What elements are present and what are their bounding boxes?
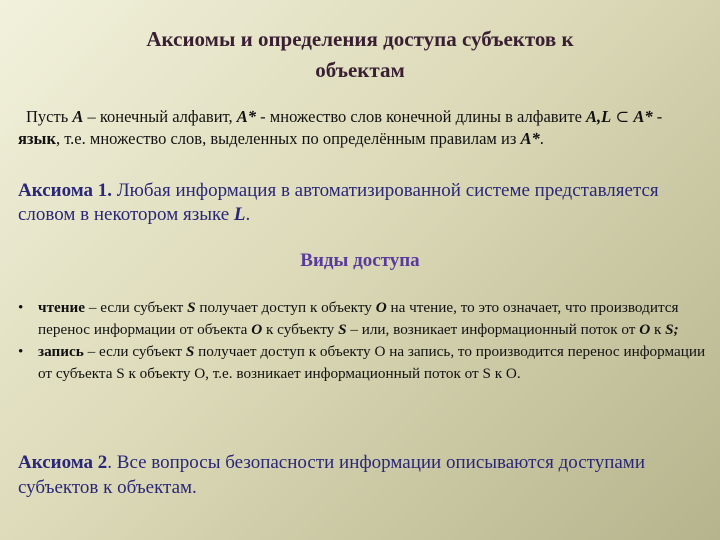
intro-text: .: [539, 129, 544, 148]
access-types-list: [18, 297, 708, 385]
intro-text: Пусть: [26, 107, 73, 126]
axiom-2: [18, 450, 708, 500]
subject-symbol: S: [338, 321, 347, 338]
axiom-1-label: Аксиома 1.: [18, 180, 113, 201]
axiom-1: [18, 179, 708, 227]
subset-sign: ⊂: [611, 107, 634, 126]
alphabet-symbol: A: [72, 107, 84, 126]
item-text: к субъекту: [262, 321, 339, 338]
subject-symbol: S: [185, 343, 195, 360]
item-text: – если субъект: [85, 299, 188, 316]
subject-symbol: S;: [665, 321, 679, 338]
words-set-symbol: A*: [633, 107, 653, 126]
item-text: к: [650, 321, 666, 338]
list-item-write: [18, 341, 708, 385]
axiom-1-end: .: [245, 204, 251, 225]
object-symbol: O: [375, 299, 387, 316]
title-line-2: объектам: [315, 58, 405, 82]
list-item-read: [18, 297, 708, 341]
axiom-2-label: Аксиома 2: [18, 452, 108, 473]
axiom-2-text: . Все вопросы безопасности информации описываются доступами субъектов к объектам.: [18, 452, 645, 498]
item-text: – если субъект: [83, 343, 186, 360]
words-set-symbol: A*: [236, 107, 257, 126]
intro-text: -: [652, 107, 663, 126]
axiom-1-text: Любая информация в автоматизированной системе представляется словом в некотором языке: [18, 180, 659, 225]
write-term: запись: [38, 343, 84, 360]
item-text: получает доступ к объекту O на запись, то производится перенос информации от субъекта S к объекту O, т.е. возникает информационный поток от S к O.: [38, 343, 706, 382]
section-title: Виды доступа: [300, 250, 420, 271]
item-text: на чтение, то это означает, что производится перенос информации от объекта: [38, 299, 679, 338]
read-term: чтение: [38, 299, 86, 316]
language-symbol: A,L: [586, 107, 612, 126]
words-set-symbol: A*: [520, 129, 540, 148]
intro-text: - множество слов конечной длины в алфавите: [256, 107, 587, 126]
item-text: – или, возникает информационный поток от: [346, 321, 640, 338]
subject-symbol: S: [187, 299, 196, 316]
bullet: •: [18, 299, 24, 316]
language-symbol: L: [233, 204, 246, 225]
object-symbol: O: [639, 321, 651, 338]
intro-text: , т.е. множество слов, выделенных по определённым правилам из: [55, 129, 521, 148]
intro-paragraph: [18, 106, 708, 150]
intro-text: – конечный алфавит,: [83, 107, 237, 126]
bullet: •: [18, 343, 24, 360]
slide-title: [40, 24, 680, 86]
item-text: получает доступ к объекту: [195, 299, 376, 316]
language-term: язык: [18, 129, 56, 148]
object-symbol: O: [251, 321, 263, 338]
title-line-1: Аксиомы и определения доступа субъектов к: [146, 27, 574, 51]
